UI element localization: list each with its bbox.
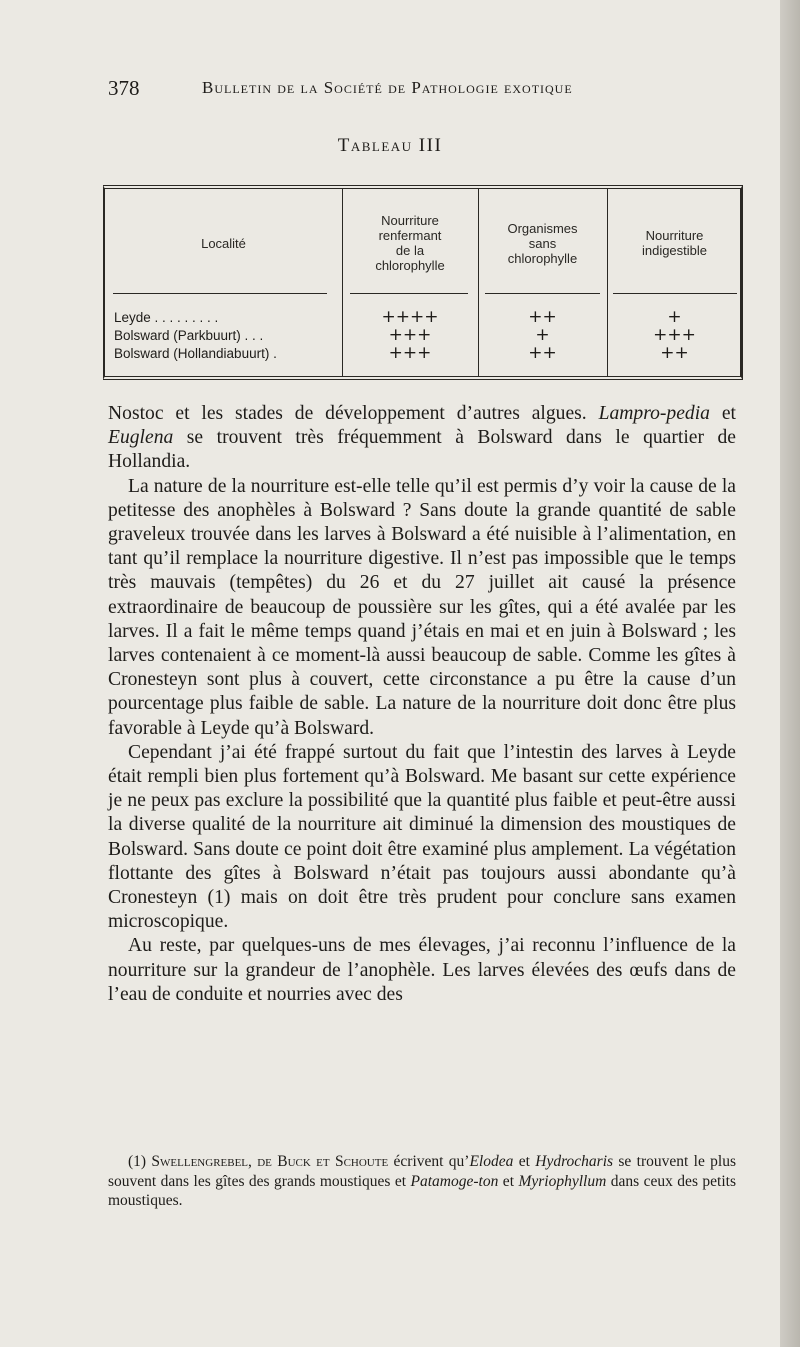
cell-localite: Bolsward (Hollandiabuurt) . [114,346,277,361]
cell-indigestible: + [667,307,682,327]
cell-sans-chlorophylle: + [535,325,550,345]
column-header-chlorophylle: Nourriture renfermant de la chlorophylle [375,213,445,273]
data-table [103,185,743,380]
header-rule [485,293,600,294]
cell-sans-chlorophylle: ++ [528,343,557,363]
header-rule [113,293,327,294]
cell-chlorophylle: ++++ [381,307,439,327]
table-row [105,345,745,365]
cell-localite: Leyde . . . . . . . . . [114,310,219,325]
column-header-indigestible: Nourriture indigestible [641,228,708,258]
footnote: (1) Swellengrebel, de Buck et Schoute écrivent qu’Elodea et Hydrocharis se trouvent le plus souvent dans les gîtes des grands moustiques et Patamoge-ton et Myriophyllum dans ceux des petits moustiques. [108,1153,737,1209]
column-header-localite: Localité [201,235,246,251]
cell-chlorophylle: +++ [388,325,432,345]
cell-sans-chlorophylle: ++ [528,307,557,327]
running-title: Bulletin de la Société de Pathologie exotique [202,78,573,97]
cell-localite: Bolsward (Parkbuurt) . . . [114,328,264,343]
paragraph: Au reste, par quelques-uns de mes élevages, j’ai reconnu l’influence de la nourriture sur la grandeur de l’anophèle. Les larves élevées des œufs dans de l’eau de conduite et nourries avec des [108,935,736,1005]
paragraph: Cependant j’ai été frappé surtout du fait que l’intestin des larves à Leyde était rempli bien plus fortement qu’à Bolsward. Me basant sur cette expérience je ne peux pas exclure la possibilité que la quantité plus faible et peut-être aussi la diverse qualité de la nourriture ait diminué la dimension des moustiques de Bolsward. Sans doute ce point doit être examiné plus amplement. La végétation flottante des gîtes à Bolsward n’était pas toujours aussi abondante qu’à Cronesteyn (1) mais on doit être très prudent pour conclure sans examen microscopique. [108,741,736,933]
page-number: 378 [108,76,140,100]
paragraph: Nostoc et les stades de développement d’autres algues. Lampro-pedia et Euglena se trouvent très fréquemment à Bolsward dans le quartier de Hollandia. [108,403,736,473]
paragraph: La nature de la nourriture est-elle telle qu’il est permis d’y voir la cause de la petitesse des anophèles à Bolsward ? Sans doute la grande quantité de sable graveleux trouvée dans les larves à Bolsward a été nuisible à l’alimentation, en tant qu’il remplace la nourriture digestive. Il n’est pas impossible que le temps très mauvais (tempêtes) du 26 et du 27 juillet ait causé la présence extraordinaire de beaucoup de poussière sur les gîtes, qui a été avalée par les larves. Il a fait le même temps quand j’étais en mai et en juin à Bolsward ; les larves contenaient à ce moment-là aussi beaucoup de sable. Comme les gîtes à Cronesteyn sont plus à couvert, cette circonstance a pu être la cause d’un pourcentage plus faible de sable. La nature de la nourriture doit donc être plus favorable à Leyde qu’à Bolsward. [108,475,736,739]
cell-chlorophylle: +++ [388,343,432,363]
cell-indigestible: ++ [660,343,689,363]
page-header [108,76,728,106]
table-title: Tableau III [337,135,443,156]
header-rule [350,293,468,294]
body-text [108,402,736,1007]
page-edge [780,0,800,1347]
column-header-sans-chlorophylle: Organismes sans chlorophylle [507,220,578,266]
cell-indigestible: +++ [653,325,696,345]
header-rule [613,293,737,294]
